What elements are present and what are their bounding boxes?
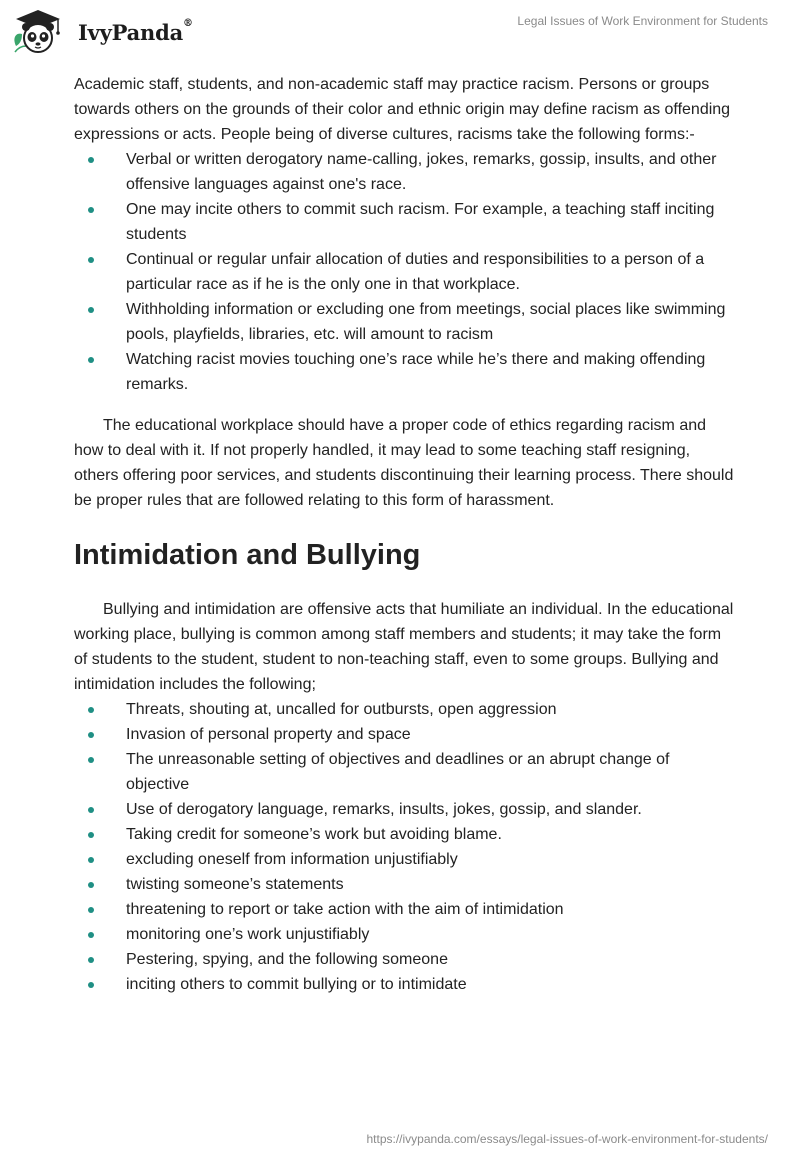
article-body xyxy=(74,70,734,997)
bullet-icon xyxy=(88,882,94,888)
bullet-icon xyxy=(88,707,94,713)
list-item: threatening to report or take action with the aim of intimidation xyxy=(74,897,734,922)
source-url-link[interactable]: https://ivypanda.com/essays/legal-issues-of-work-environment-for-students/ xyxy=(366,1132,768,1146)
racism-forms-list xyxy=(74,147,734,397)
list-item: Threats, shouting at, uncalled for outbursts, open aggression xyxy=(74,697,734,722)
list-item: monitoring one’s work unjustifiably xyxy=(74,922,734,947)
list-item: Pestering, spying, and the following someone xyxy=(74,947,734,972)
document-title: Legal Issues of Work Environment for Students xyxy=(517,14,768,28)
bullet-icon xyxy=(88,257,94,263)
bullet-icon xyxy=(88,857,94,863)
bullet-icon xyxy=(88,207,94,213)
list-item: inciting others to commit bullying or to intimidate xyxy=(74,972,734,997)
list-item: Withholding information or excluding one from meetings, social places like swimming pools, playfields, libraries, etc. will amount to racism xyxy=(74,297,734,347)
bullet-icon xyxy=(88,982,94,988)
list-item: Continual or regular unfair allocation of duties and responsibilities to a person of a particular race as if he is the only one in that workplace. xyxy=(74,247,734,297)
panda-logo-icon xyxy=(12,8,66,56)
bullet-icon xyxy=(88,757,94,763)
list-item: twisting someone’s statements xyxy=(74,872,734,897)
bullet-icon xyxy=(88,307,94,313)
list-item: The unreasonable setting of objectives and deadlines or an abrupt change of objective xyxy=(74,747,734,797)
page-header xyxy=(0,0,800,70)
bullet-icon xyxy=(88,157,94,163)
paragraph-racism-intro: Academic staff, students, and non-academic staff may practice racism. Persons or groups towards others on the grounds of their color and ethnic origin may define racism as offending expressions or acts. People being of diverse cultures, racisms take the following forms:- xyxy=(74,76,731,143)
bullet-icon xyxy=(88,807,94,813)
list-item: Use of derogatory language, remarks, insults, jokes, gossip, and slander. xyxy=(74,797,734,822)
list-item: Watching racist movies touching one’s race while he’s there and making offending remarks. xyxy=(74,347,734,397)
bullet-icon xyxy=(88,832,94,838)
bullet-icon xyxy=(88,357,94,363)
list-item: Invasion of personal property and space xyxy=(74,722,734,747)
bullet-icon xyxy=(88,907,94,913)
list-item: Verbal or written derogatory name-calling, jokes, remarks, gossip, insults, and other offensive languages against one's race. xyxy=(74,147,734,197)
section-heading-intimidation: Intimidation and Bullying xyxy=(74,539,421,571)
list-item: Taking credit for someone’s work but avoiding blame. xyxy=(74,822,734,847)
list-item: One may incite others to commit such racism. For example, a teaching staff inciting students xyxy=(74,197,734,247)
brand-name: IvyPanda® xyxy=(78,18,193,45)
bullet-icon xyxy=(88,732,94,738)
list-item: excluding oneself from information unjustifiably xyxy=(74,847,734,872)
bullying-forms-list xyxy=(74,697,734,997)
bullet-icon xyxy=(88,957,94,963)
bullet-icon xyxy=(88,932,94,938)
paragraph-code-of-ethics: The educational workplace should have a proper code of ethics regarding racism and how to deal with it. If not properly handled, it may lead to some teaching staff resigning, others offering poor services, and students discontinuing their learning process. There should be proper rules that are followed relating to this form of harassment. xyxy=(74,417,734,509)
ivypanda-logo[interactable] xyxy=(12,8,212,58)
paragraph-bullying-intro: Bullying and intimidation are offensive acts that humiliate an individual. In the educational working place, bullying is common among staff members and students; it may take the form of students to the student, student to non-teaching staff, even to some groups. Bullying and intimidation includes the following; xyxy=(74,601,734,693)
